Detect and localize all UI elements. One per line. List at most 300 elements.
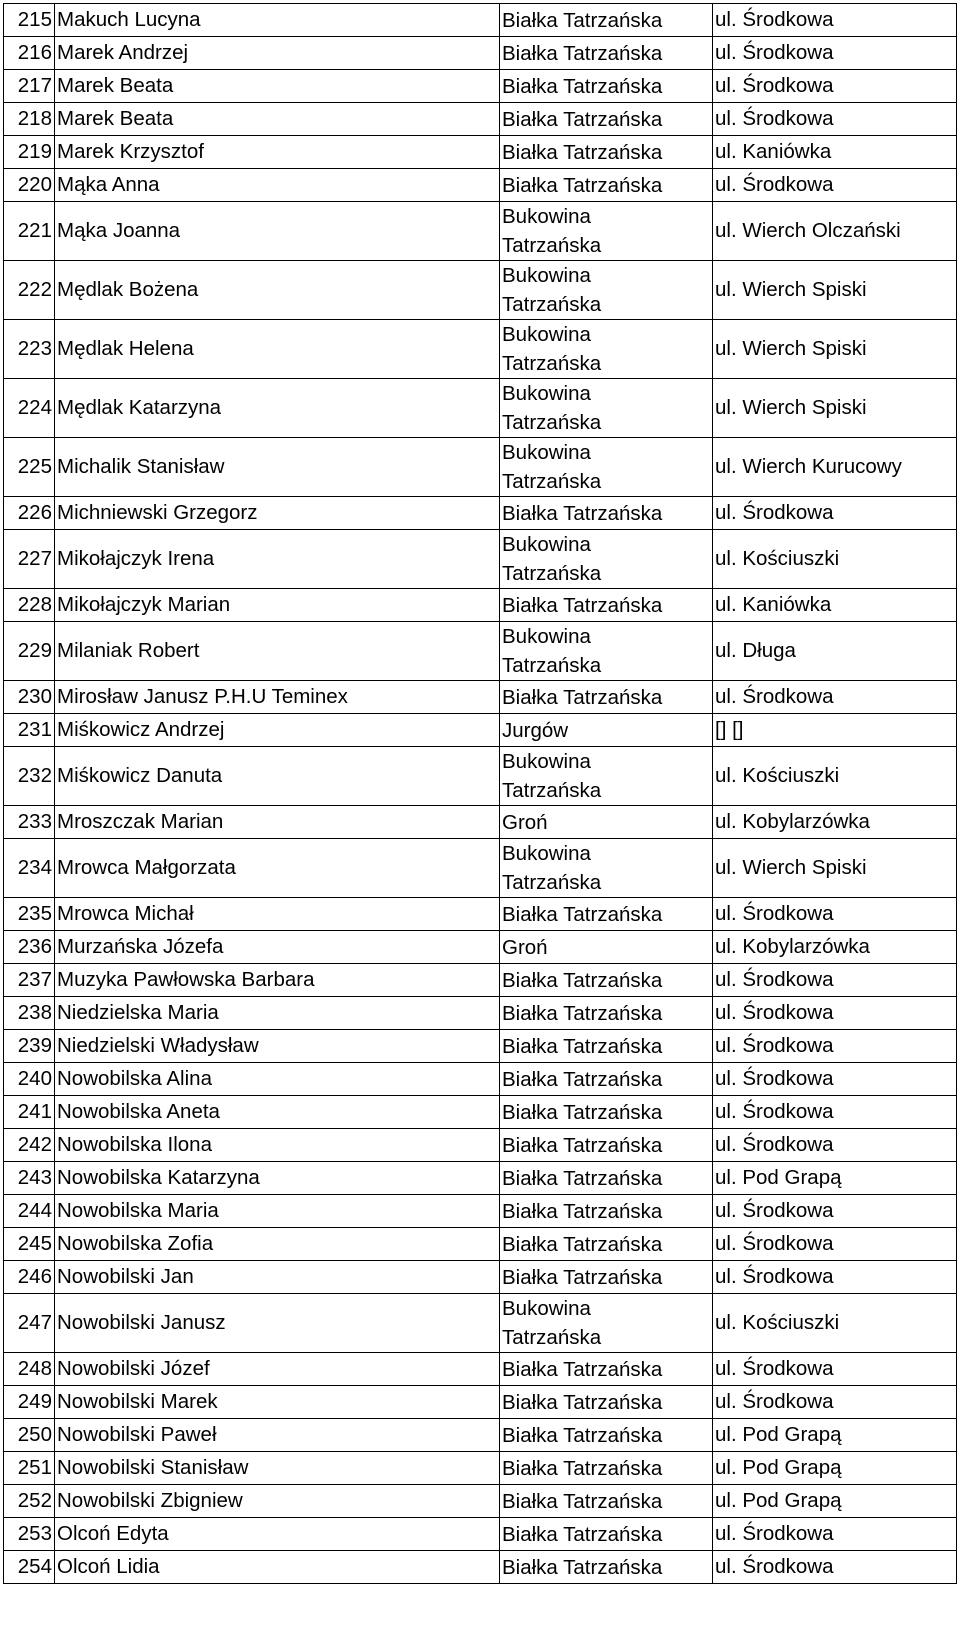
street-text: ul. Kobylarzówka — [715, 935, 870, 958]
person-name-text: Nowobilska Alina — [57, 1067, 212, 1090]
street-text: [] [] — [715, 718, 744, 741]
row-number-cell — [4, 1294, 55, 1353]
town-text: Białka Tatrzańska — [502, 1067, 663, 1091]
person-name-text: Miśkowicz Danuta — [57, 764, 223, 787]
row-number-cell — [4, 379, 55, 438]
street-cell — [713, 1063, 957, 1096]
person-name-text: Nowobilski Marek — [57, 1390, 218, 1413]
town-cell — [500, 379, 713, 438]
town-text: Białka Tatrzańska — [502, 1456, 663, 1480]
person-name-text: Michalik Stanisław — [57, 455, 225, 478]
town-text: Białka Tatrzańska — [502, 1199, 663, 1223]
row-number-cell — [4, 438, 55, 497]
row-number-cell — [4, 103, 55, 136]
table-row — [4, 1518, 957, 1551]
street-cell — [713, 1096, 957, 1129]
street-text: ul. Wierch Kurucowy — [715, 455, 902, 478]
person-name-cell — [55, 839, 500, 898]
town-text: Białka Tatrzańska — [502, 968, 663, 992]
town-cell — [500, 1030, 713, 1063]
town-cell — [500, 169, 713, 202]
street-cell — [713, 37, 957, 70]
person-name-cell — [55, 681, 500, 714]
row-number-text: 228 — [17, 593, 52, 616]
person-name-cell — [55, 1063, 500, 1096]
row-number-text: 236 — [17, 935, 52, 958]
table-row — [4, 1551, 957, 1584]
person-name-text: Muzyka Pawłowska Barbara — [57, 968, 315, 991]
town-text: Białka Tatrzańska — [502, 593, 663, 617]
street-cell — [713, 806, 957, 839]
table-row — [4, 37, 957, 70]
street-cell — [713, 589, 957, 622]
person-name-text: Nowobilski Paweł — [57, 1423, 217, 1446]
town-cell — [500, 1162, 713, 1195]
row-number-text: 251 — [17, 1456, 52, 1479]
street-cell — [713, 1228, 957, 1261]
town-text: Białka Tatrzańska — [502, 1423, 663, 1447]
town-cell — [500, 714, 713, 747]
row-number-text: 237 — [17, 968, 52, 991]
street-text: ul. Kaniówka — [715, 140, 832, 163]
row-number-cell — [4, 70, 55, 103]
table-row — [4, 839, 957, 898]
table-row — [4, 379, 957, 438]
person-name-cell — [55, 37, 500, 70]
row-number-cell — [4, 37, 55, 70]
town-cell — [500, 931, 713, 964]
town-text: Bukowina Tatrzańska — [502, 382, 602, 434]
person-name-text: Mrowca Michał — [57, 902, 194, 925]
person-name-cell — [55, 1294, 500, 1353]
street-text: ul. Kościuszki — [715, 1311, 840, 1334]
town-text: Bukowina Tatrzańska — [502, 533, 602, 585]
town-text: Białka Tatrzańska — [502, 1489, 663, 1513]
person-name-cell — [55, 1096, 500, 1129]
row-number-text: 239 — [17, 1034, 52, 1057]
town-text: Białka Tatrzańska — [502, 41, 663, 65]
table-row — [4, 1195, 957, 1228]
person-name-text: Olcoń Edyta — [57, 1522, 169, 1545]
person-name-cell — [55, 1452, 500, 1485]
table-row — [4, 1294, 957, 1353]
table-row — [4, 320, 957, 379]
row-number-cell — [4, 964, 55, 997]
street-cell — [713, 931, 957, 964]
street-text: ul. Pod Grapą — [715, 1456, 842, 1479]
street-text: ul. Środkowa — [715, 1034, 834, 1057]
street-cell — [713, 1294, 957, 1353]
town-text: Bukowina Tatrzańska — [502, 842, 602, 894]
person-name-text: Mikołajczyk Marian — [57, 593, 231, 616]
town-cell — [500, 1518, 713, 1551]
street-text: ul. Wierch Spiski — [715, 278, 867, 301]
table-row — [4, 1261, 957, 1294]
street-text: ul. Środkowa — [715, 1522, 834, 1545]
row-number-text: 225 — [17, 455, 52, 478]
row-number-cell — [4, 839, 55, 898]
person-name-text: Nowobilska Katarzyna — [57, 1166, 260, 1189]
street-text: ul. Kościuszki — [715, 547, 840, 570]
street-cell — [713, 622, 957, 681]
row-number-text: 223 — [17, 337, 52, 360]
street-cell — [713, 103, 957, 136]
row-number-cell — [4, 1030, 55, 1063]
town-text: Białka Tatrzańska — [502, 8, 663, 32]
person-name-cell — [55, 997, 500, 1030]
table-row — [4, 136, 957, 169]
town-cell — [500, 622, 713, 681]
table-row — [4, 964, 957, 997]
row-number-text: 240 — [17, 1067, 52, 1090]
street-text: ul. Pod Grapą — [715, 1423, 842, 1446]
row-number-text: 254 — [17, 1555, 52, 1578]
person-name-cell — [55, 747, 500, 806]
street-cell — [713, 169, 957, 202]
person-name-cell — [55, 1030, 500, 1063]
table-row — [4, 1063, 957, 1096]
town-cell — [500, 1551, 713, 1584]
row-number-text: 238 — [17, 1001, 52, 1024]
row-number-cell — [4, 261, 55, 320]
town-cell — [500, 1452, 713, 1485]
row-number-cell — [4, 1228, 55, 1261]
row-number-text: 232 — [17, 764, 52, 787]
town-cell — [500, 964, 713, 997]
town-text: Białka Tatrzańska — [502, 1390, 663, 1414]
row-number-cell — [4, 320, 55, 379]
street-cell — [713, 997, 957, 1030]
street-cell — [713, 681, 957, 714]
person-name-cell — [55, 320, 500, 379]
person-name-text: Nowobilska Zofia — [57, 1232, 214, 1255]
town-text: Białka Tatrzańska — [502, 1522, 663, 1546]
town-text: Białka Tatrzańska — [502, 140, 663, 164]
person-name-cell — [55, 1419, 500, 1452]
street-cell — [713, 1162, 957, 1195]
street-text: ul. Środkowa — [715, 1001, 834, 1024]
town-cell — [500, 1129, 713, 1162]
table-row — [4, 997, 957, 1030]
person-name-text: Mrowca Małgorzata — [57, 856, 236, 879]
town-cell — [500, 589, 713, 622]
person-name-text: Milaniak Robert — [57, 639, 200, 662]
table-row — [4, 898, 957, 931]
row-number-cell — [4, 1096, 55, 1129]
town-cell — [500, 681, 713, 714]
town-cell — [500, 438, 713, 497]
table-row — [4, 1162, 957, 1195]
row-number-cell — [4, 997, 55, 1030]
town-text: Białka Tatrzańska — [502, 74, 663, 98]
person-name-cell — [55, 622, 500, 681]
registry-table — [3, 3, 957, 1584]
person-name-cell — [55, 589, 500, 622]
street-text: ul. Środkowa — [715, 1133, 834, 1156]
person-name-cell — [55, 1386, 500, 1419]
street-cell — [713, 1353, 957, 1386]
table-row — [4, 1030, 957, 1063]
person-name-text: Nowobilski Zbigniew — [57, 1489, 243, 1512]
person-name-cell — [55, 261, 500, 320]
row-number-cell — [4, 681, 55, 714]
street-cell — [713, 320, 957, 379]
person-name-cell — [55, 964, 500, 997]
street-cell — [713, 530, 957, 589]
person-name-text: Mąka Joanna — [57, 219, 181, 242]
street-cell — [713, 1195, 957, 1228]
town-text: Bukowina Tatrzańska — [502, 441, 602, 493]
street-text: ul. Środkowa — [715, 1199, 834, 1222]
person-name-text: Mędlak Bożena — [57, 278, 199, 301]
person-name-cell — [55, 931, 500, 964]
row-number-cell — [4, 1551, 55, 1584]
person-name-cell — [55, 1551, 500, 1584]
street-cell — [713, 1518, 957, 1551]
table-row — [4, 261, 957, 320]
street-text: ul. Środkowa — [715, 1067, 834, 1090]
person-name-text: Mąka Anna — [57, 173, 160, 196]
street-text: ul. Kościuszki — [715, 764, 840, 787]
person-name-cell — [55, 1261, 500, 1294]
row-number-text: 243 — [17, 1166, 52, 1189]
row-number-cell — [4, 497, 55, 530]
town-text: Białka Tatrzańska — [502, 1100, 663, 1124]
row-number-cell — [4, 898, 55, 931]
person-name-text: Nowobilski Jan — [57, 1265, 194, 1288]
street-text: ul. Środkowa — [715, 501, 834, 524]
town-cell — [500, 261, 713, 320]
street-cell — [713, 261, 957, 320]
row-number-cell — [4, 931, 55, 964]
street-text: ul. Środkowa — [715, 107, 834, 130]
street-cell — [713, 202, 957, 261]
town-cell — [500, 497, 713, 530]
street-cell — [713, 1419, 957, 1452]
town-text: Bukowina Tatrzańska — [502, 625, 602, 677]
street-text: ul. Środkowa — [715, 968, 834, 991]
row-number-cell — [4, 202, 55, 261]
town-cell — [500, 839, 713, 898]
town-cell — [500, 1353, 713, 1386]
street-cell — [713, 497, 957, 530]
town-cell — [500, 37, 713, 70]
table-row — [4, 497, 957, 530]
town-cell — [500, 530, 713, 589]
row-number-text: 250 — [17, 1423, 52, 1446]
row-number-text: 252 — [17, 1489, 52, 1512]
town-cell — [500, 4, 713, 37]
town-cell — [500, 806, 713, 839]
street-text: ul. Długa — [715, 639, 796, 662]
person-name-cell — [55, 70, 500, 103]
town-text: Bukowina Tatrzańska — [502, 1297, 602, 1349]
person-name-cell — [55, 714, 500, 747]
person-name-text: Marek Beata — [57, 107, 174, 130]
table-row — [4, 1096, 957, 1129]
row-number-text: 219 — [17, 140, 52, 163]
row-number-cell — [4, 1353, 55, 1386]
row-number-text: 233 — [17, 810, 52, 833]
table-row — [4, 589, 957, 622]
person-name-cell — [55, 1518, 500, 1551]
town-text: Bukowina Tatrzańska — [502, 750, 602, 802]
row-number-cell — [4, 1419, 55, 1452]
person-name-cell — [55, 379, 500, 438]
person-name-text: Nowobilski Stanisław — [57, 1456, 249, 1479]
row-number-text: 230 — [17, 685, 52, 708]
person-name-cell — [55, 530, 500, 589]
table-row — [4, 1129, 957, 1162]
row-number-cell — [4, 1485, 55, 1518]
row-number-cell — [4, 747, 55, 806]
row-number-text: 235 — [17, 902, 52, 925]
street-cell — [713, 1129, 957, 1162]
row-number-cell — [4, 169, 55, 202]
street-text: ul. Kobylarzówka — [715, 810, 870, 833]
person-name-text: Mędlak Helena — [57, 337, 194, 360]
person-name-text: Makuch Lucyna — [57, 8, 201, 31]
town-cell — [500, 747, 713, 806]
street-cell — [713, 714, 957, 747]
row-number-text: 248 — [17, 1357, 52, 1380]
street-text: ul. Wierch Spiski — [715, 856, 867, 879]
table-row — [4, 1386, 957, 1419]
row-number-cell — [4, 806, 55, 839]
town-cell — [500, 1096, 713, 1129]
row-number-text: 234 — [17, 856, 52, 879]
table-row — [4, 1419, 957, 1452]
street-text: ul. Środkowa — [715, 8, 834, 31]
table-row — [4, 681, 957, 714]
table-row — [4, 1353, 957, 1386]
town-text: Bukowina Tatrzańska — [502, 264, 602, 316]
town-cell — [500, 1195, 713, 1228]
row-number-cell — [4, 136, 55, 169]
town-text: Białka Tatrzańska — [502, 902, 663, 926]
street-text: ul. Środkowa — [715, 1390, 834, 1413]
street-text: ul. Pod Grapą — [715, 1166, 842, 1189]
row-number-text: 226 — [17, 501, 52, 524]
person-name-text: Olcoń Lidia — [57, 1555, 160, 1578]
town-text: Białka Tatrzańska — [502, 1232, 663, 1256]
street-text: ul. Środkowa — [715, 685, 834, 708]
row-number-text: 215 — [17, 8, 52, 31]
town-cell — [500, 1228, 713, 1261]
street-text: ul. Środkowa — [715, 902, 834, 925]
town-text: Bukowina Tatrzańska — [502, 205, 602, 257]
row-number-text: 216 — [17, 41, 52, 64]
row-number-text: 249 — [17, 1390, 52, 1413]
street-text: ul. Pod Grapą — [715, 1489, 842, 1512]
street-text: ul. Środkowa — [715, 1100, 834, 1123]
town-text: Białka Tatrzańska — [502, 1001, 663, 1025]
street-cell — [713, 438, 957, 497]
town-text: Groń — [502, 810, 548, 834]
row-number-text: 253 — [17, 1522, 52, 1545]
street-text: ul. Środkowa — [715, 1357, 834, 1380]
street-text: ul. Środkowa — [715, 41, 834, 64]
town-text: Bukowina Tatrzańska — [502, 323, 602, 375]
row-number-cell — [4, 1129, 55, 1162]
row-number-text: 229 — [17, 639, 52, 662]
table-row — [4, 169, 957, 202]
street-cell — [713, 70, 957, 103]
town-text: Białka Tatrzańska — [502, 1034, 663, 1058]
person-name-text: Nowobilska Maria — [57, 1199, 219, 1222]
row-number-cell — [4, 530, 55, 589]
row-number-text: 242 — [17, 1133, 52, 1156]
table-row — [4, 70, 957, 103]
town-cell — [500, 320, 713, 379]
street-text: ul. Środkowa — [715, 1232, 834, 1255]
row-number-text: 247 — [17, 1311, 52, 1334]
town-cell — [500, 1419, 713, 1452]
person-name-text: Nowobilska Ilona — [57, 1133, 212, 1156]
table-row — [4, 4, 957, 37]
row-number-cell — [4, 622, 55, 681]
street-text: ul. Wierch Olczański — [715, 219, 901, 242]
street-cell — [713, 379, 957, 438]
person-name-text: Nowobilski Józef — [57, 1357, 210, 1380]
street-text: ul. Kaniówka — [715, 593, 832, 616]
town-cell — [500, 997, 713, 1030]
person-name-cell — [55, 806, 500, 839]
person-name-text: Nowobilska Aneta — [57, 1100, 220, 1123]
person-name-cell — [55, 136, 500, 169]
row-number-text: 222 — [17, 278, 52, 301]
table-row — [4, 103, 957, 136]
table-row — [4, 202, 957, 261]
person-name-text: Niedzielski Władysław — [57, 1034, 259, 1057]
person-name-cell — [55, 1129, 500, 1162]
person-name-text: Murzańska Józefa — [57, 935, 224, 958]
row-number-text: 244 — [17, 1199, 52, 1222]
town-text: Białka Tatrzańska — [502, 501, 663, 525]
person-name-text: Mikołajczyk Irena — [57, 547, 215, 570]
row-number-cell — [4, 1452, 55, 1485]
person-name-text: Niedzielska Maria — [57, 1001, 219, 1024]
row-number-text: 218 — [17, 107, 52, 130]
person-name-cell — [55, 1485, 500, 1518]
person-name-text: Michniewski Grzegorz — [57, 501, 258, 524]
street-text: ul. Środkowa — [715, 1265, 834, 1288]
person-name-cell — [55, 202, 500, 261]
table-row — [4, 1485, 957, 1518]
town-cell — [500, 103, 713, 136]
row-number-text: 231 — [17, 718, 52, 741]
person-name-text: Mirosław Janusz P.H.U Teminex — [57, 685, 348, 708]
town-cell — [500, 1063, 713, 1096]
row-number-text: 224 — [17, 396, 52, 419]
street-cell — [713, 839, 957, 898]
row-number-cell — [4, 714, 55, 747]
row-number-cell — [4, 4, 55, 37]
table-row — [4, 530, 957, 589]
row-number-text: 245 — [17, 1232, 52, 1255]
row-number-text: 217 — [17, 74, 52, 97]
table-row — [4, 1228, 957, 1261]
town-text: Białka Tatrzańska — [502, 1265, 663, 1289]
street-cell — [713, 964, 957, 997]
street-cell — [713, 898, 957, 931]
town-cell — [500, 1386, 713, 1419]
person-name-cell — [55, 1353, 500, 1386]
town-cell — [500, 1261, 713, 1294]
town-text: Białka Tatrzańska — [502, 1133, 663, 1157]
row-number-text: 220 — [17, 173, 52, 196]
street-cell — [713, 4, 957, 37]
